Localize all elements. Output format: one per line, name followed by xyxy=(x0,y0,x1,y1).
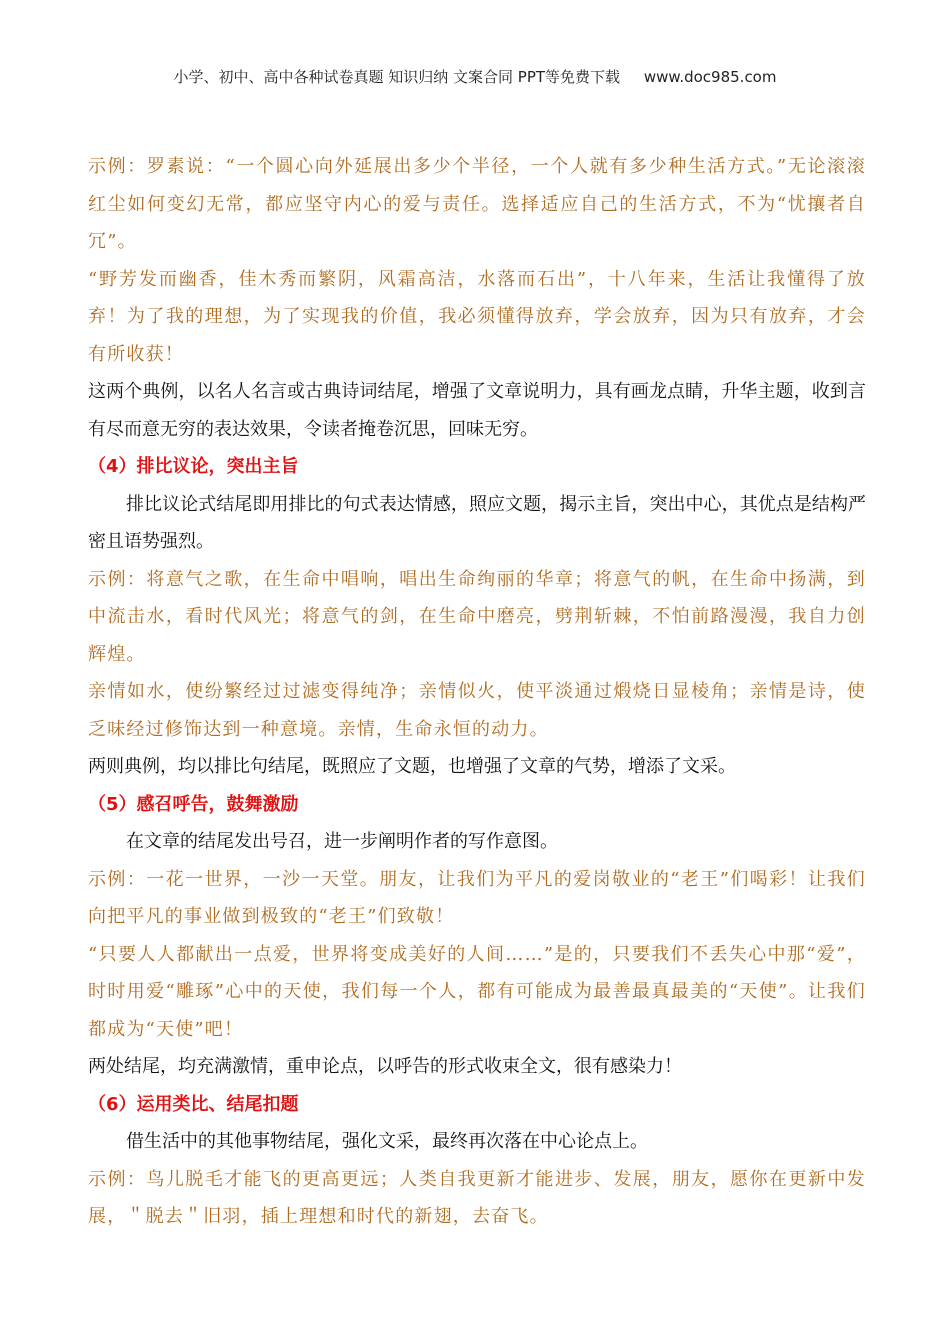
document-body xyxy=(88,148,866,1236)
commentary-paragraph: 两处结尾，均充满激情，重申论点，以呼告的形式收束全文，很有感染力！ xyxy=(88,1056,682,1077)
example-paragraph: “只要人人都献出一点爱，世界将变成美好的人间……”是的，只要我们不丢失心中那“爱”，时时用爱“雕琢”心中的天使，我们每一个人，都有可能成为最善最真最美的“天使”。让我们都成为“天使”吧！ xyxy=(88,943,866,1040)
section-heading: （5）感召呼告，鼓舞激励 xyxy=(88,793,299,815)
section-heading: （6）运用类比、结尾扣题 xyxy=(88,1093,299,1115)
section-heading: （4）排比议论，突出主旨 xyxy=(88,456,299,477)
example-paragraph: 示例：罗素说：“一个圆心向外延展出多少个半径，一个人就有多少种生活方式。”无论滚滚红尘如何变幻无常，都应坚守内心的爱与责任。选择适应自己的生活方式，不为“忧攘者自冗”。 xyxy=(88,156,866,252)
explanation-paragraph: 在文章的结尾发出号召，进一步阐明作者的写作意图。 xyxy=(126,831,558,852)
example-paragraph: 示例：将意气之歌，在生命中唱响，唱出生命绚丽的华章；将意气的帆，在生命中扬满，到中流击水，看时代风光；将意气的剑，在生命中磨亮，劈荆斩棘，不怕前路漫漫，我自力创辉煌。 xyxy=(88,568,866,665)
page-header: 小学、初中、高中各种试卷真题 知识归纳 文案合同 PPT等免费下载 www.doc985.com xyxy=(173,68,777,86)
commentary-paragraph: 两则典例，均以排比句结尾，既照应了文题，也增强了文章的气势，增添了文采。 xyxy=(88,756,736,777)
explanation-paragraph: 排比议论式结尾即用排比的句式表达情感，照应文题，揭示主旨，突出中心，其优点是结构严密且语势强烈。 xyxy=(88,493,866,552)
example-paragraph: 示例：一花一世界，一沙一天堂。朋友，让我们为平凡的爱岗敬业的“老王”们喝彩！让我们向把平凡的事业做到极致的“老王”们致敬！ xyxy=(88,868,866,927)
example-paragraph: 亲情如水，使纷繁经过过滤变得纯净；亲情似火，使平淡通过煅烧日显棱角；亲情是诗，使乏味经过修饰达到一种意境。亲情，生命永恒的动力。 xyxy=(88,681,866,740)
commentary-paragraph: 这两个典例，以名人名言或古典诗词结尾，增强了文章说明力，具有画龙点睛，升华主题，收到言有尽而意无穷的表达效果，令读者掩卷沉思，回味无穷。 xyxy=(88,381,866,440)
example-paragraph: “野芳发而幽香，佳木秀而繁阴，风霜高洁，水落而石出”，十八年来，生活让我懂得了放弃！为了我的理想，为了实现我的价值，我必须懂得放弃，学会放弃，因为只有放弃，才会有所收获！ xyxy=(88,268,866,365)
example-paragraph: 示例：鸟儿脱毛才能飞的更高更远；人类自我更新才能进步、发展，朋友，愿你在更新中发展，＂脱去＂旧羽，插上理想和时代的新翅，去奋飞。 xyxy=(88,1168,866,1227)
explanation-paragraph: 借生活中的其他事物结尾，强化文采，最终再次落在中心论点上。 xyxy=(126,1131,648,1152)
